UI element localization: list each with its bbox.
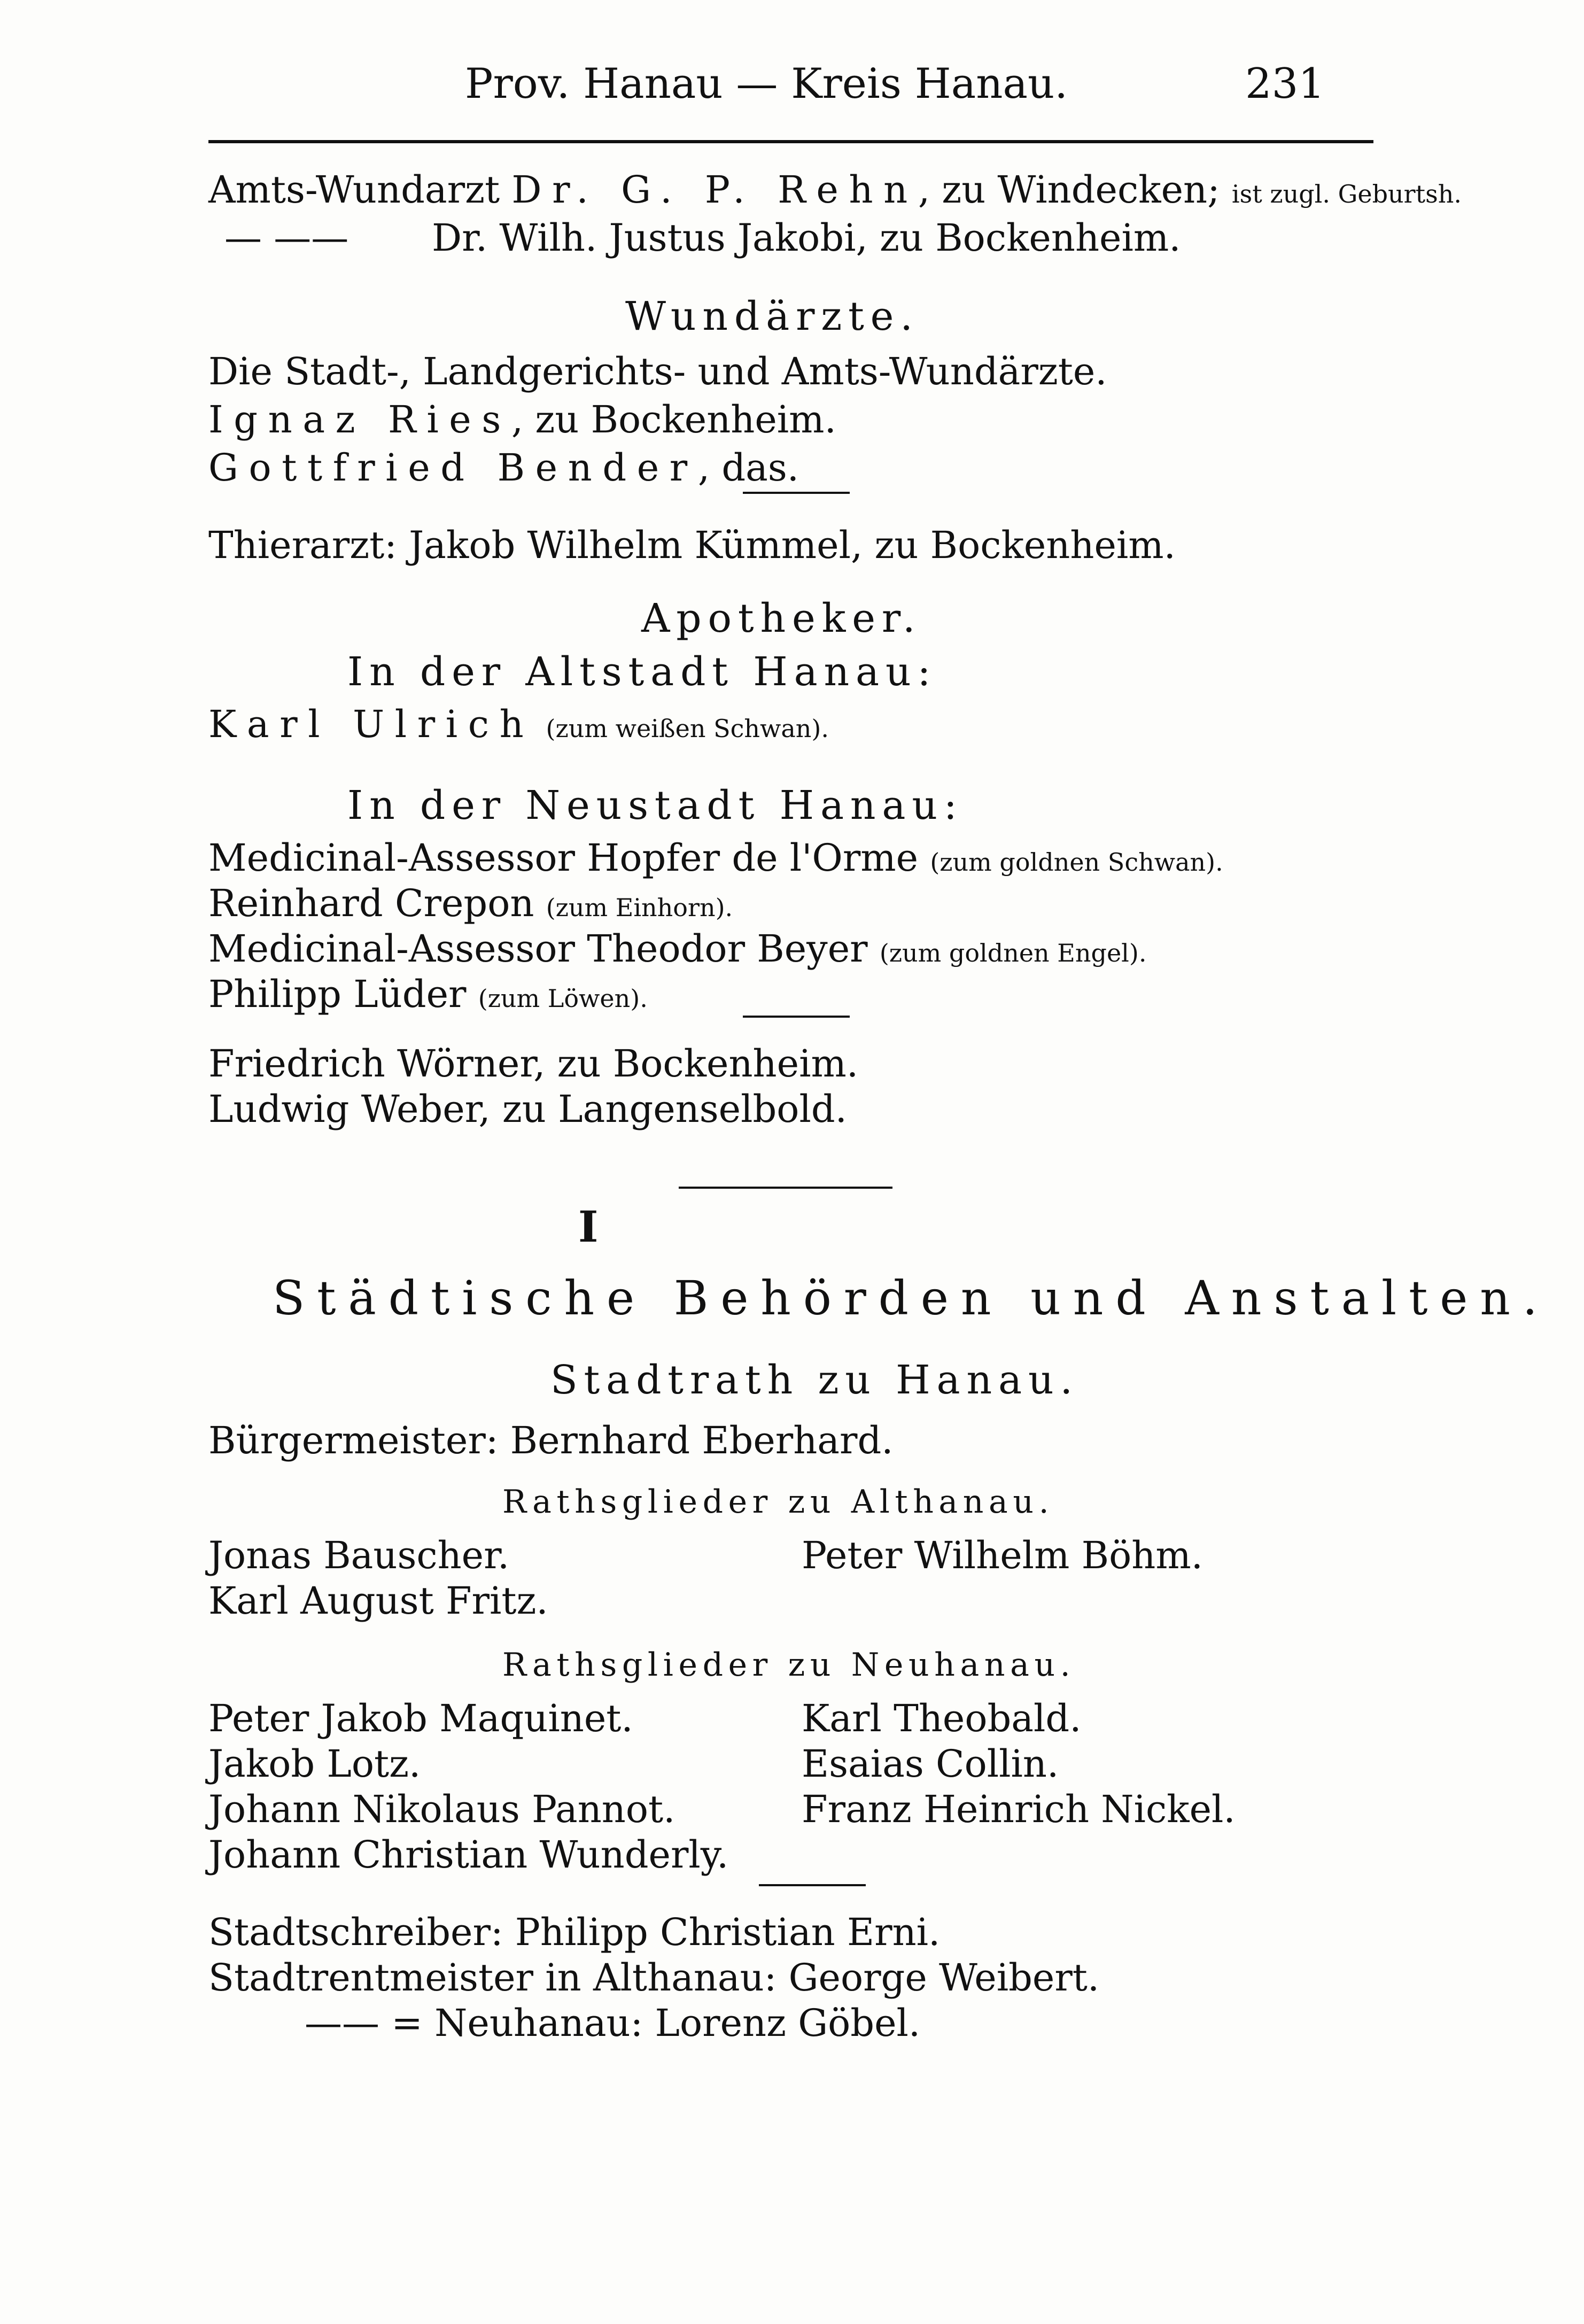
section-marker: I: [578, 1202, 599, 1252]
neuhanau-heading: Rathsglieder zu Neuhanau.: [502, 1646, 1076, 1684]
apotheke-entry: Medicinal-Assessor Theodor Beyer (zum goldnen Engel).: [208, 927, 1147, 971]
header-rule: [208, 140, 1373, 143]
althanau-heading: Rathsglieder zu Althanau.: [502, 1483, 1054, 1521]
apotheker-heading: Apotheker.: [641, 595, 922, 641]
stadtschreiber-line: Stadtschreiber: Philipp Christian Erni.: [208, 1910, 941, 1954]
wundarzt-entry: Ignaz Ries, zu Bockenheim.: [208, 398, 836, 441]
rathsglied: Peter Wilhelm Böhm.: [802, 1533, 1203, 1577]
rathsglied: Karl Theobald.: [802, 1696, 1082, 1740]
apotheke-entry: Medicinal-Assessor Hopfer de l'Orme (zum goldnen Schwan).: [208, 836, 1223, 880]
apotheke-entry: Ludwig Weber, zu Langenselbold.: [208, 1087, 847, 1131]
divider: [743, 1016, 850, 1018]
second-wundarzt-line: — —— Dr. Wilh. Justus Jakobi, zu Bockenheim.: [224, 216, 1181, 260]
apotheke-entry: Karl Ulrich (zum weißen Schwan).: [208, 702, 829, 746]
buergermeister-line: Bürgermeister: Bernhard Eberhard.: [208, 1419, 894, 1462]
rathsglied: Peter Jakob Maquinet.: [208, 1696, 633, 1740]
rathsglied: Jonas Bauscher.: [208, 1533, 510, 1577]
neustadt-heading: In der Neustadt Hanau:: [347, 783, 964, 828]
rathsglied: Johann Nikolaus Pannot.: [208, 1787, 675, 1831]
wundaerzte-heading: Wundärzte.: [625, 293, 919, 339]
page-number: 231: [1245, 60, 1325, 108]
running-header: Prov. Hanau — Kreis Hanau.: [465, 60, 1068, 108]
wundaerzte-intro: Die Stadt-, Landgerichts- und Amts-Wundärzte.: [208, 350, 1107, 393]
apotheke-entry: Reinhard Crepon (zum Einhorn).: [208, 881, 733, 925]
section-title: Städtische Behörden und Anstalten.: [273, 1271, 1550, 1326]
section-divider: [679, 1187, 892, 1189]
divider: [743, 492, 850, 494]
rathsglied: Karl August Fritz.: [208, 1579, 548, 1623]
rathsglied: Esaias Collin.: [802, 1742, 1059, 1786]
thierarzt-line: Thierarzt: Jakob Wilhelm Kümmel, zu Bockenheim.: [208, 523, 1176, 567]
stadtrentmeister-line: Stadtrentmeister in Althanau: George Weibert.: [208, 1956, 1100, 2000]
stadtrentmeister-line: —— = Neuhanau: Lorenz Göbel.: [305, 2001, 921, 2045]
rathsglied: Franz Heinrich Nickel.: [802, 1787, 1236, 1831]
section-subtitle: Stadtrath zu Hanau.: [550, 1357, 1079, 1403]
altstadt-heading: In der Altstadt Hanau:: [347, 649, 937, 695]
rathsglied: Johann Christian Wunderly.: [208, 1833, 729, 1877]
apotheke-entry: Philipp Lüder (zum Löwen).: [208, 972, 648, 1016]
rathsglied: Jakob Lotz.: [208, 1742, 421, 1786]
amtswundarzt-line: Amts-Wundarzt Dr. G. P. Rehn, zu Windecken; ist zugl. Geburtsh.: [208, 168, 1462, 212]
divider: [759, 1884, 866, 1886]
wundarzt-entry: Gottfried Bender, das.: [208, 446, 799, 490]
apotheke-entry: Friedrich Wörner, zu Bockenheim.: [208, 1042, 859, 1086]
